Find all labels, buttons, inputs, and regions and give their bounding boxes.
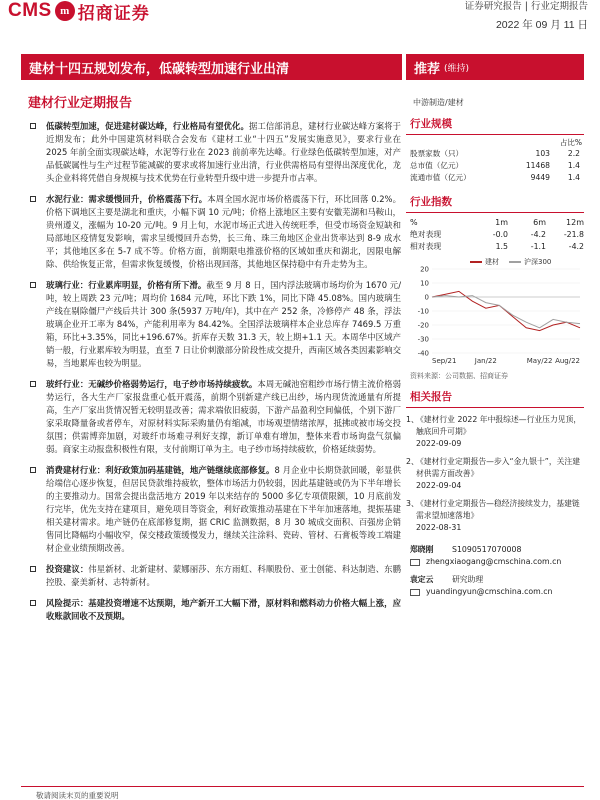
scale-pct: 1.4 — [567, 173, 580, 182]
index-col-header: % — [410, 218, 418, 227]
scale-row — [406, 160, 584, 172]
legend-label: 建材 — [485, 258, 499, 266]
analyst-email: yuandingyun@cmschina.com.cn — [426, 587, 553, 596]
logo-seal-icon: m — [55, 1, 75, 21]
index-row — [406, 241, 584, 253]
index-line-chart — [410, 257, 584, 367]
scale-row — [406, 172, 584, 184]
report-date: 2022 年 09 月 11 日 — [495, 19, 588, 31]
analyst-name: 郑晓刚 — [410, 545, 434, 554]
paragraph-body: 本周无碱池窑粗纱市场行情主流价格弱势运行，各大生产厂家报盘重心低开震荡，前期个别新建产线已出纱，场内现货流通量有所提高，生产厂家出货情况暂无较明显改善；需求端依旧疲弱，下游产品盈利空间偏低，个别下游厂家采取降量备或者停车，对原材料实际采购量仍有缩减，市场观望情绪浓厚，抵拂或被市场交投氛围；供需博弈加剧，对玻纤市场难寻利好支撑，新订单难有增加，整体来看市场询盘气氛偏弱。商家主动报盘积极性有限，支付前期订单为主。电子纱市场持续疲软，价格延续弱势。 — [46, 379, 402, 454]
related-report-date: 2022-08-31 — [416, 523, 462, 532]
scale-pct: 2.2 — [567, 149, 580, 158]
paragraph-heading: 玻璃行业：行业累库明显，价格有所下滑。 — [46, 280, 207, 290]
industry-index-header — [406, 217, 584, 229]
y-tick-label: -10 — [417, 307, 429, 316]
industry-scale-table — [406, 148, 584, 184]
index-value: -4.2 — [568, 242, 584, 251]
y-tick-label: -30 — [417, 335, 429, 344]
analyst-cert: S1090517070008 — [452, 545, 522, 554]
sidebar — [406, 114, 584, 604]
related-report-number: 2、 — [406, 457, 419, 466]
paragraph-heading: 低碳转型加速，促进建材碳达峰，行业格局有望优化。 — [46, 121, 249, 131]
x-tick-label: May/22 — [526, 357, 553, 365]
industry-tag: 中游制造/建材 — [413, 98, 464, 107]
rating-sub: (维持) — [444, 63, 470, 74]
y-tick-label: -20 — [417, 321, 429, 330]
body-paragraph — [38, 279, 401, 370]
y-tick-label: -40 — [417, 349, 429, 358]
rating-bar — [406, 54, 584, 80]
index-label: 相对表现 — [410, 242, 442, 251]
report-subtitle: 建材行业定期报告 — [28, 96, 133, 111]
y-tick-label: 10 — [420, 279, 429, 288]
legend-item — [509, 257, 551, 267]
paragraph-heading: 水泥行业：需求缓慢回升，价格震荡下行。 — [46, 194, 208, 204]
scale-label: 流通市值（亿元） — [410, 173, 471, 182]
scale-value: 11468 — [525, 161, 550, 170]
y-tick-label: 20 — [420, 265, 429, 274]
chart-legend — [470, 257, 561, 267]
body-paragraph — [38, 597, 401, 623]
bullet-icon — [30, 381, 36, 387]
series-line-1 — [432, 296, 580, 328]
email-icon — [410, 589, 420, 596]
body-paragraph — [38, 378, 401, 456]
paragraph-heading: 玻纤行业：无碱纱价格弱势运行，电子纱市场持续疲软。 — [46, 379, 258, 389]
index-col-header: 1m — [495, 218, 508, 227]
index-col-header: 6m — [533, 218, 546, 227]
related-report-title: 《建材行业定期报告—步入“金九银十”，关注建材供需方面改善》 — [416, 457, 581, 478]
analyst-email-row — [410, 586, 584, 598]
legend-item — [470, 257, 499, 267]
paragraph-heading: 风险提示：基建投资增速不达预期，地产新开工大幅下滑，原材料和燃料动力价格大幅上涨，应收账款回收不及预期。 — [46, 598, 401, 621]
index-label: 绝对表现 — [410, 230, 442, 239]
bullet-icon — [30, 196, 36, 202]
related-reports-list — [406, 414, 584, 534]
bullet-icon — [30, 282, 36, 288]
x-tick-label: Aug/22 — [555, 357, 580, 365]
analyst-cert: 研究助理 — [452, 575, 484, 584]
report-title: 建材十四五规划发布，低碳转型加速行业出清 — [21, 54, 402, 80]
bullet-icon — [30, 600, 36, 606]
index-row — [406, 229, 584, 241]
body-paragraph — [38, 120, 401, 185]
related-reports-title: 相关报告 — [406, 387, 584, 408]
paragraph-body: 据工信部消息，建材行业碳达峰方案将于近期发布；此外中国建筑材料联合会发布《建材工业“十四五”发展实施意见》，要求行业在 2025 年前全面实现碳达峰，水泥等行业在 2023 前前率先达峰。行业绿色低碳转型加速，对产品低碳属性与生产过程节能减碳的要求或将加速行业出清，行业供需格局有望得出深度优化，龙头企业料将凭借自身规模与技术优势在行业转型升级中进一步提升市占率。 — [46, 121, 402, 183]
body-paragraph — [38, 193, 401, 271]
related-report-title: 《建材行业定期报告—稳经济接续发力，基建链需求望加速落地》 — [416, 499, 580, 520]
legend-label: 沪深300 — [524, 258, 552, 266]
index-value: -4.2 — [530, 230, 546, 239]
bullet-icon — [30, 566, 36, 572]
logo-cn-text: 招商证券 — [77, 3, 150, 24]
analyst-email-row — [410, 556, 584, 568]
scale-row — [406, 148, 584, 160]
related-report-number: 3、 — [406, 499, 419, 508]
related-report-date: 2022-09-09 — [416, 439, 462, 448]
analyst-list — [406, 544, 584, 604]
main-content — [38, 120, 401, 631]
related-report-item — [406, 498, 584, 534]
industry-scale-title: 行业规模 — [406, 114, 584, 135]
analyst-row — [410, 574, 584, 586]
paragraph-body: 伟星新材、北新建材、蒙娜丽莎、东方雨虹、科顺股份、亚士创能、科达制造、东鹏控股、豪美新材、志特新材。 — [46, 564, 402, 587]
paragraph-body: 截至 9 月 8 日，国内浮法玻璃市场均价为 1670 元/吨，较上周跌 23 元/吨；周均价 1684 元/吨，环比下跌 1%，同比下降 45.08%。国内玻璃生产线在剔除僵尸产线后共计 300 条(5937 万吨/年)，其中在产 252 条，冷修停产 48 条，浮法玻璃企业开工率为 84%，产能利用率为 84.42%。全国浮法玻璃样本企业总库存 7469.5 万重箱，环比+3.35%，同比+196.67%。折库存天数 31.3 天，较上期+1.1 天。本周华中区域产销一般，行业累库较为明显，直至 7 日让价刺激部分阶段性成交提升，西南区域各类因素影响交易，当地累库也较为明显。 — [46, 280, 402, 368]
rating-label: 推荐 — [414, 61, 441, 77]
paragraph-heading: 投资建议： — [46, 564, 89, 574]
bullet-icon — [30, 467, 36, 473]
legend-swatch — [470, 261, 482, 263]
index-value: -1.1 — [530, 242, 546, 251]
index-col-header: 12m — [566, 218, 584, 227]
industry-index-table — [406, 229, 584, 253]
index-chart — [410, 257, 584, 369]
spacer — [410, 598, 584, 604]
related-report-date: 2022-09-04 — [416, 481, 462, 490]
related-report-item — [406, 414, 584, 450]
related-report-number: 1、 — [406, 415, 419, 424]
legend-swatch — [509, 261, 521, 263]
analyst-email: zhengxiaogang@cmschina.com.cn — [426, 557, 562, 566]
paragraph-body: 8 月企业中长期贷款回暖，彰显供给端信心逐步恢复，但居民贷款维持疲软，整体市场活力仍较弱，因此基建链或仍为下半年增长的主要推动力。国常会提出盘活地方 2019 年以来结存的 5000 多亿专项债限额，10 月底前发行完毕，优先支持在建项目，避免项目等资金，利好政策推动基建在下半年加速落地，提振基建相关建材需求。地产链仍在底部修复期，据 CRIC 监测数据，8 月 30 城成交面积、百强房企销售同比降幅均小幅收窄，保交楼政策缓慢发力，继续关注涂料、瓷砖、管材、石膏板等竣工端建材企业业绩预期改善。 — [46, 465, 401, 553]
x-tick-label: Sep/21 — [432, 357, 457, 365]
footer-note: 敬请阅读末页的重要说明 — [36, 791, 119, 800]
analyst-row — [410, 544, 584, 556]
analyst-name: 袁定云 — [410, 575, 434, 584]
body-paragraph — [38, 563, 401, 589]
x-tick-label: Jan/22 — [474, 357, 497, 365]
chart-source: 资料来源：公司数据、招商证券 — [410, 372, 508, 380]
related-report-item — [406, 456, 584, 492]
cms-logo — [8, 0, 150, 22]
body-paragraph — [38, 464, 401, 555]
header-meta — [465, 0, 588, 32]
scale-pct: 1.4 — [567, 161, 580, 170]
paragraph-body: 本周全国水泥市场价格震荡下行，环比回落 0.2%。价格下调地区主要是湖北和重庆，小幅下调 10 元/吨；价格上涨地区主要有安徽芜湖和马鞍山，贵州遵义，涨幅为 10-20 元/吨。9 月上旬，水泥市场正式进入传统旺季，但受市场资金短缺和局部地区疫情复发影响，需求呈缓慢回升态势，长三角、珠三角地区企业出货率达到 8-9 成水平；其他地区多在 5-7 成不等。价格方面，前期限电推涨价格的区域如重庆和湖北，因限电解除、供给恢复正常，但需求恢复缓慢，价格出现回落，其他地区保持稳中有升走势为主。 — [46, 194, 401, 269]
bullet-icon — [30, 123, 36, 129]
y-tick-label: 0 — [424, 293, 429, 302]
page-header — [0, 0, 600, 40]
paragraph-heading: 消费建材行业：利好政策加码基建链，地产链继续底部修复。 — [46, 465, 275, 475]
index-value: 1.5 — [495, 242, 508, 251]
index-value: -21.8 — [563, 230, 584, 239]
email-icon — [410, 559, 420, 566]
scale-label: 总市值（亿元） — [410, 161, 464, 170]
related-report-title: 《建材行业 2022 年中报综述—行业压力见顶，触底回升可期》 — [416, 415, 582, 436]
report-type: 证券研究报告 | 行业定期报告 — [464, 1, 588, 12]
industry-index-title: 行业指数 — [406, 192, 584, 213]
scale-label: 股票家数（只） — [410, 149, 464, 158]
footer-divider — [21, 786, 584, 787]
logo-cms-text: CMS — [8, 0, 52, 21]
index-value: -0.0 — [492, 230, 508, 239]
industry-scale-unit: 占比% — [559, 138, 582, 147]
scale-value: 103 — [535, 149, 550, 158]
scale-value: 9449 — [530, 173, 550, 182]
